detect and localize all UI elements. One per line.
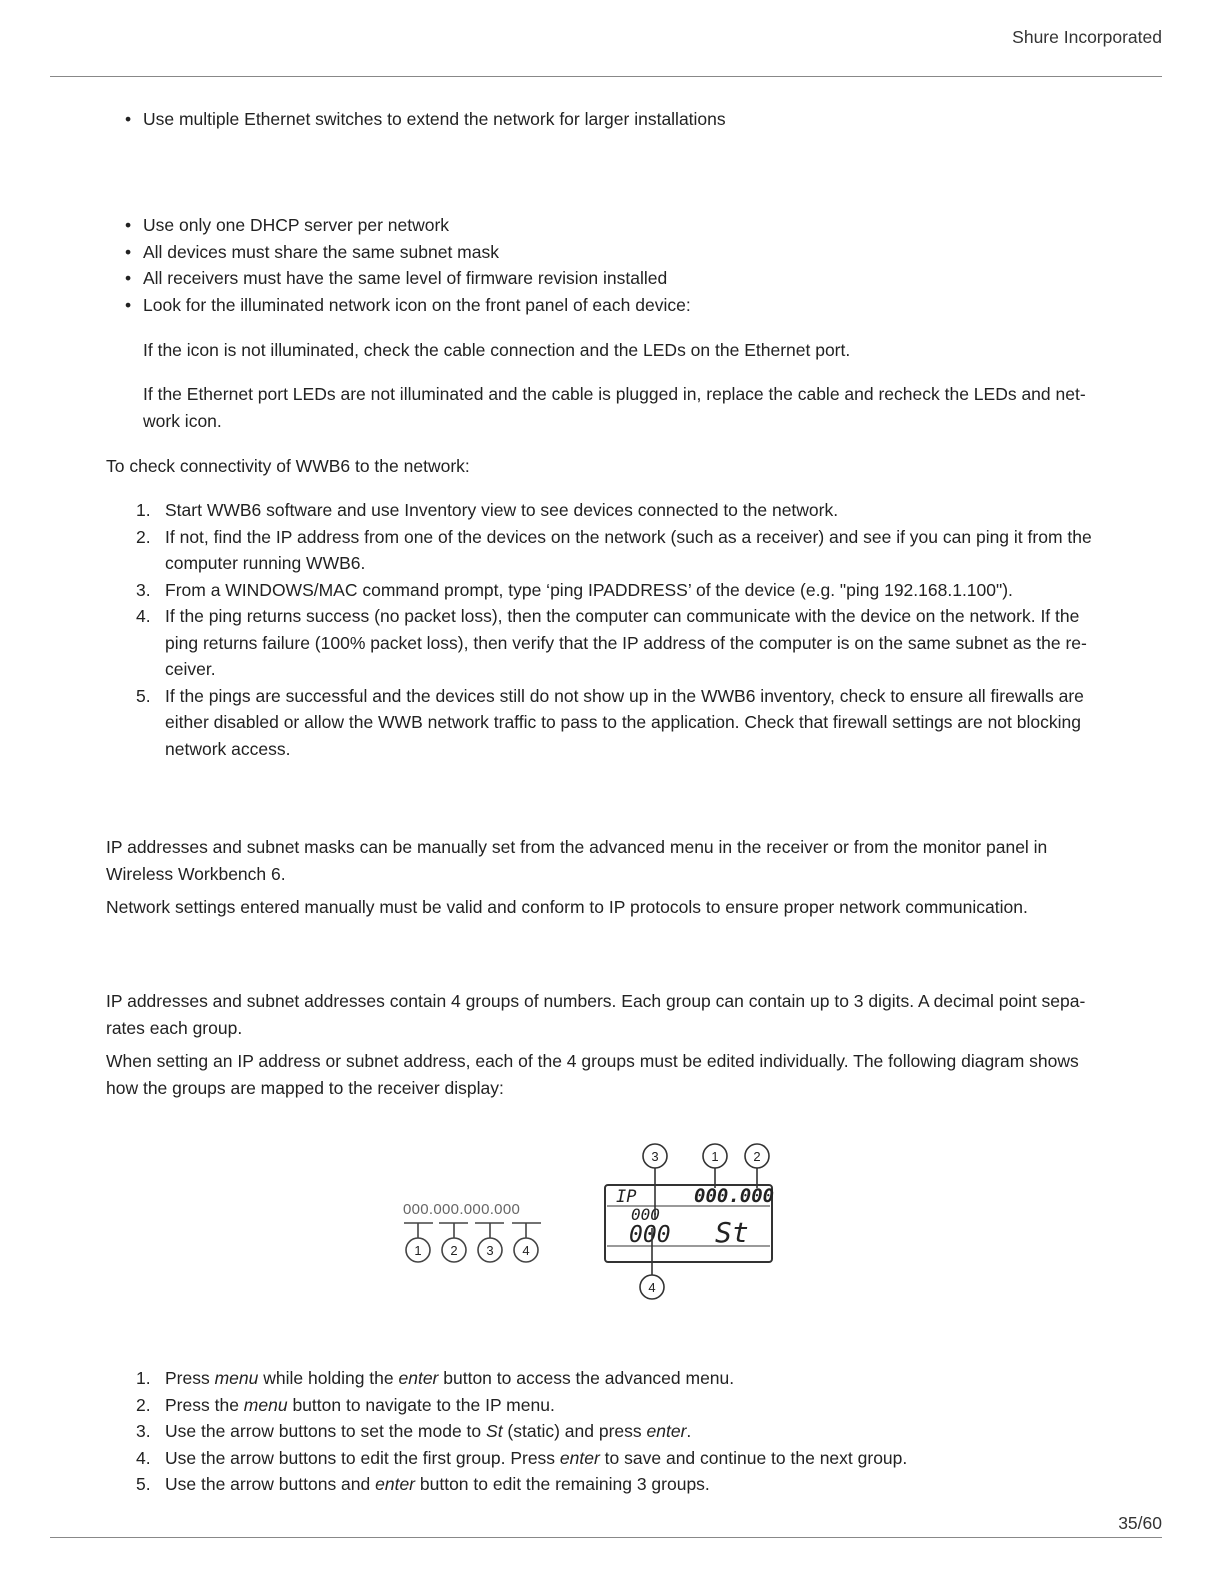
list-item: 3. From a WINDOWS/MAC command prompt, type ‘ping IPADDRESS’ of the device (e.g. "ping 192.168.1.100"). — [136, 579, 1013, 600]
list-item: • Use only one DHCP server per network — [125, 212, 1115, 239]
connectivity-steps — [136, 497, 1106, 762]
lcd-top-right: 000.000 — [694, 1185, 775, 1207]
list-item: 1. Press menu while holding the enter button to access the advanced menu. — [136, 1368, 735, 1388]
callout-label: 1 — [711, 1149, 719, 1164]
list-item: 2. Press the menu button to navigate to the IP menu. — [136, 1394, 555, 1415]
list-item: 5. Use the arrow buttons and enter button to edit the remaining 3 groups. — [136, 1474, 710, 1494]
groups-paragraph: IP addresses and subnet addresses contain 4 groups of numbers. Each group can contain up to 3 digits. A decimal point sepa-rates each group. — [106, 991, 1086, 1038]
list-item: 1. Start WWB6 software and use Inventory view to see devices connected to the network. — [136, 500, 839, 520]
diagram-intro-paragraph: When setting an IP address or subnet address, each of the 4 groups must be edited individually. The following diagram shows how the groups are mapped to the receiver display: — [106, 1051, 1079, 1098]
bullet-list-requirements — [125, 212, 1115, 318]
list-item: • Use multiple Ethernet switches to extend the network for larger installations — [125, 106, 1115, 133]
group-label: 1 — [414, 1243, 422, 1258]
lcd-status: St — [715, 1216, 749, 1249]
callout-label: 2 — [753, 1149, 761, 1164]
page-number: 35/60 — [1118, 1513, 1162, 1533]
manual-validity-paragraph: Network settings entered manually must be valid and conform to IP protocols to ensure proper network communication. — [106, 897, 1028, 917]
lcd-main-digits: 000 — [629, 1222, 671, 1248]
lcd-mode: IP — [616, 1187, 637, 1207]
list-item: 3. Use the arrow buttons to set the mode to St (static) and press enter. — [136, 1421, 692, 1441]
list-item: • All devices must share the same subnet mask — [125, 239, 1115, 266]
lcd-small-digits: 000 — [631, 1205, 660, 1224]
list-item: 4. Use the arrow buttons to edit the first group. Press enter to save and continue to the next group. — [136, 1447, 908, 1468]
note-icon-not-illuminated: If the icon is not illuminated, check the cable connection and the LEDs on the Ethernet port. — [143, 340, 851, 360]
note-port-leds: If the Ethernet port LEDs are not illuminated and the cable is plugged in, replace the cable and recheck the LEDs and net-work icon. — [143, 384, 1086, 431]
group-label: 4 — [522, 1243, 530, 1258]
bullet-list-switches — [125, 106, 1115, 133]
group-label: 2 — [450, 1243, 458, 1258]
list-item: • Look for the illuminated network icon on the front panel of each device: — [125, 292, 1115, 319]
header-company: Shure Incorporated — [1012, 27, 1162, 47]
header-rule — [50, 76, 1162, 77]
callout-label: 4 — [648, 1280, 656, 1295]
footer-rule — [50, 1537, 1162, 1538]
check-intro: To check connectivity of WWB6 to the network: — [106, 456, 470, 476]
ip-group-diagram — [395, 1135, 785, 1310]
list-item: 4. If the ping returns success (no packet loss), then the computer can communicate with the device on the network. If the ping returns failure (100% packet loss), then verify that the IP address of the computer is on the same subnet as the re-ceiver. — [136, 606, 1087, 679]
callout-label: 3 — [651, 1149, 659, 1164]
group-label: 3 — [486, 1243, 494, 1258]
ip-setting-steps — [136, 1365, 1106, 1498]
list-item: 2. If not, find the IP address from one of the devices on the network (such as a receiver) and see if you can ping it from the computer running WWB6. — [136, 526, 1092, 573]
manual-settings-paragraph: IP addresses and subnet masks can be manually set from the advanced menu in the receiver or from the monitor panel in Wireless Workbench 6. — [106, 837, 1048, 884]
list-item: 5. If the pings are successful and the devices still do not show up in the WWB6 inventory, check to ensure all firewalls are either disabled or allow the WWB network traffic to pass to the application. Check that firewall settings are not blocking network access. — [136, 685, 1084, 759]
address-text: 000.000.000.000 — [403, 1201, 521, 1218]
list-item: • All receivers must have the same level of firmware revision installed — [125, 265, 1115, 292]
